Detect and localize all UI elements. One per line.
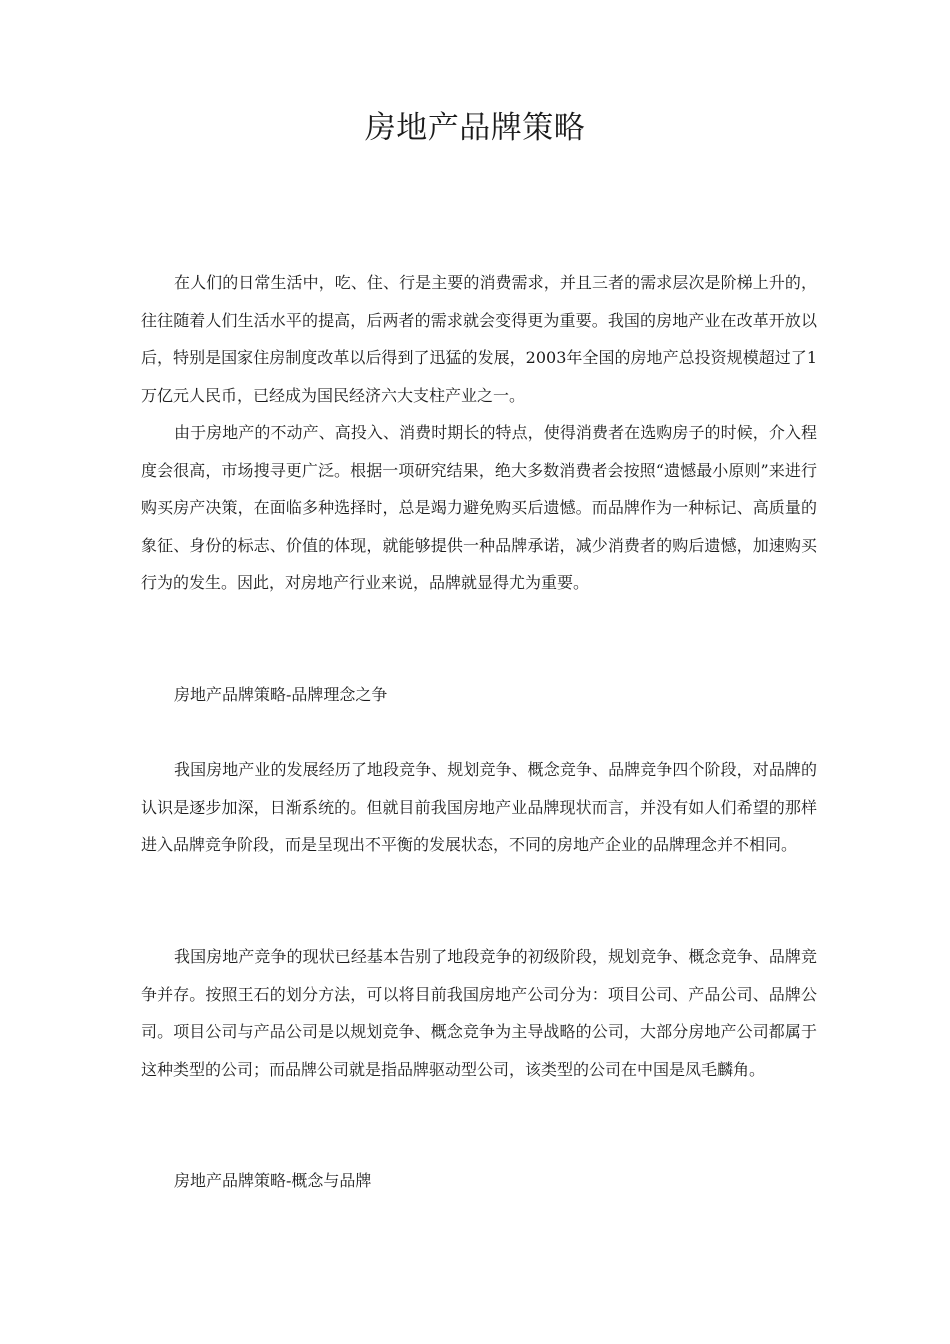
document-title: 房地产品牌策略 (364, 110, 586, 146)
intro-paragraph-1: 在人们的日常生活中，吃、住、行是主要的消费需求，并且三者的需求层次是阶梯上升的，往往随着人们生活水平的提高，后两者的需求就会变得更为重要。我国的房地产业在改革开放以后，特别是国家住房制度改革以后得到了迅猛的发展，2003年全国的房地产总投资规模超过了1万亿元人民币，已经成为国民经济六大支柱产业之一。 (141, 273, 817, 405)
intro-paragraph-2: 由于房地产的不动产、高投入、消费时期长的特点，使得消费者在选购房子的时候，介入程度会很高，市场搜寻更广泛。根据一项研究结果，绝大多数消费者会按照“遗憾最小原则”来进行购买房产决策，在面临多种选择时，总是竭力避免购买后遗憾。而品牌作为一种标记、高质量的象征、身份的标志、价值的体现，就能够提供一种品牌承诺，减少消费者的购后遗憾，加速购买行为的发生。因此，对房地产行业来说，品牌就显得尤为重要。 (141, 423, 817, 592)
section1-paragraph-2: 我国房地产竞争的现状已经基本告别了地段竞争的初级阶段，规划竞争、概念竞争、品牌竞争并存。按照王石的划分方法，可以将目前我国房地产公司分为：项目公司、产品公司、品牌公司。项目公司与产品公司是以规划竞争、概念竞争为主导战略的公司，大部分房地产公司都属于这种类型的公司；而品牌公司就是指品牌驱动型公司，该类型的公司在中国是凤毛麟角。 (141, 947, 817, 1079)
section-heading-concept-and-brand: 房地产品牌策略-概念与品牌 (174, 1171, 372, 1190)
section-heading-brand-concept: 房地产品牌策略-品牌理念之争 (174, 685, 388, 704)
section1-paragraph-1: 我国房地产业的发展经历了地段竞争、规划竞争、概念竞争、品牌竞争四个阶段，对品牌的认识是逐步加深，日渐系统的。但就目前我国房地产业品牌现状而言，并没有如人们希望的那样进入品牌竞争阶段，而是呈现出不平衡的发展状态，不同的房地产企业的品牌理念并不相同。 (141, 760, 817, 854)
